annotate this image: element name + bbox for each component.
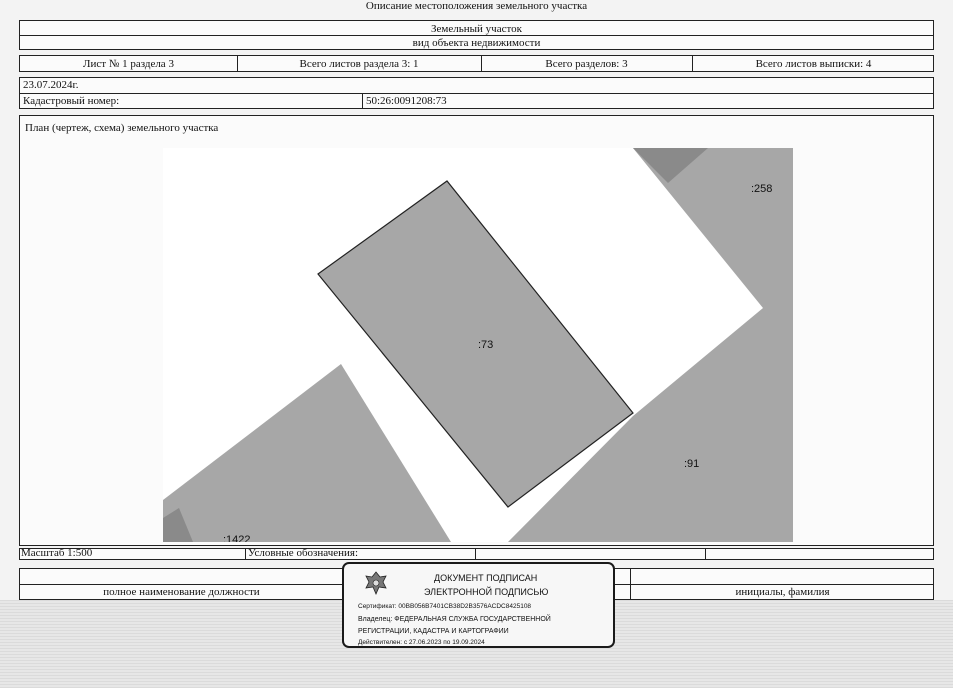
parcel-right-bottom-label: :91 xyxy=(684,458,700,470)
eagle-emblem-icon xyxy=(362,569,390,597)
object-type-block xyxy=(19,20,934,50)
electronic-signature-stamp xyxy=(342,562,615,648)
object-type-caption: вид объекта недвижимости xyxy=(412,37,541,49)
cadastral-plan-svg xyxy=(163,148,793,542)
stamp-line2: ЭЛЕКТРОННОЙ ПОДПИСЬЮ xyxy=(424,587,549,597)
cadastral-number: 50:26:0091208:73 xyxy=(366,95,447,107)
cadastral-label: Кадастровый номер: xyxy=(23,95,120,107)
stamp-line1: ДОКУМЕНТ ПОДПИСАН xyxy=(434,573,538,583)
scale-legend-row xyxy=(19,548,934,560)
parcel-left-bottom-label: :1422 xyxy=(223,534,251,542)
stamp-validity: Действителен: с 27.06.2023 по 19.09.2024 xyxy=(358,639,485,646)
initials-caption: инициалы, фамилия xyxy=(735,586,830,598)
plan-block xyxy=(19,115,934,546)
object-name: Земельный участок xyxy=(431,22,522,35)
sheets-in-section: Всего листов раздела 3: 1 xyxy=(299,57,419,70)
cadastral-block xyxy=(19,77,934,109)
document-title: Описание местоположения земельного участка xyxy=(365,0,588,12)
document-date: 23.07.2024г. xyxy=(23,79,79,91)
plan-drawing xyxy=(163,148,793,542)
stamp-owner-line1: Владелец: ФЕДЕРАЛЬНАЯ СЛУЖБА ГОСУДАРСТВЕННОЙ xyxy=(358,616,551,623)
position-caption: полное наименование должности xyxy=(103,586,260,598)
parcel-main-label: :73 xyxy=(478,339,494,351)
parcel-right-top-label: :258 xyxy=(751,183,773,195)
sheets-total: Всего листов выписки: 4 xyxy=(755,57,872,70)
sheet-number: Лист № 1 раздела 3 xyxy=(83,57,174,70)
stamp-certificate: Сертификат: 00BB056B7401CB38D2B3576ACDC8425108 xyxy=(358,603,532,610)
plan-title: План (чертеж, схема) земельного участка xyxy=(25,122,219,134)
sheet-info-row xyxy=(19,55,934,72)
sections-total: Всего разделов: 3 xyxy=(545,57,628,70)
scale-label: Масштаб 1:500 xyxy=(21,547,93,559)
stamp-owner-line2: РЕГИСТРАЦИИ, КАДАСТРА И КАРТОГРАФИИ xyxy=(358,628,509,635)
legend-label: Условные обозначения: xyxy=(248,547,359,559)
